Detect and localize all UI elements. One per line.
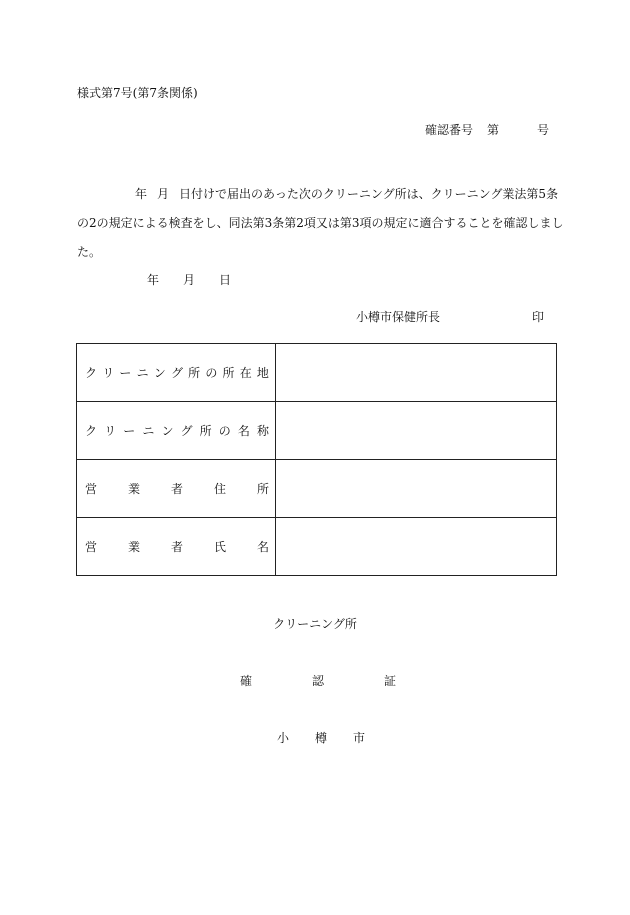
table-row-label [77,344,276,402]
certificate-title-char-3: 証 [384,674,397,688]
body-year: 年 [135,187,148,201]
table-row-value[interactable] [276,344,557,402]
confirmation-number [425,121,549,138]
certificate-title-char-2: 認 [312,674,325,688]
confirmation-number-suffix: 号 [537,123,550,137]
seal-mark: 印 [532,310,545,324]
table-row-label-text: ク リ ー ニ ン グ 所 の 所 在 地 [85,366,269,380]
table-row [77,402,557,460]
table-row [77,344,557,402]
table-row-label [77,460,276,518]
table-row [77,460,557,518]
certificate-title-line-2 [240,672,396,689]
certificate-title-line-1: クリーニング所 [273,617,357,631]
table-row-label [77,402,276,460]
body-line-1-text: 日付けで届出のあった次のクリーニング所は、クリーニング業法第5条 [179,187,559,201]
certificate-title-char-1: 確 [240,674,253,688]
info-table [76,343,557,576]
table-row-value[interactable] [276,518,557,576]
table-row-value[interactable] [276,402,557,460]
body-month: 月 [157,187,170,201]
body-paragraph [77,180,564,267]
confirmation-number-label: 確認番号 [425,123,474,137]
form-number: 様式第7号(第7条関係) [77,86,198,100]
table-row-label [77,518,276,576]
issuer-city-char-2: 樽 [315,731,328,745]
table-row [77,518,557,576]
table-row-label-text: 営 業 者 住 所 [85,482,269,496]
issue-date-year: 年 [147,273,160,287]
issue-date-day: 日 [219,273,232,287]
table-row-label-text: ク リ ー ニ ン グ 所 の 名 称 [85,424,269,438]
issuer-title: 小樽市保健所長 [356,310,441,324]
issuer-city-char-3: 市 [353,731,366,745]
issue-date-month: 月 [183,273,196,287]
body-line-3: た。 [77,245,102,259]
table-row-value[interactable] [276,460,557,518]
table-row-label-text: 営 業 者 氏 名 [85,540,269,554]
body-line-1 [77,180,557,209]
issue-date [147,271,231,288]
body-line-2: の2の規定による検査をし、同法第3条第2項又は第3項の規定に適合することを確認しまし [77,216,564,230]
confirmation-number-prefix: 第 [487,123,500,137]
issuer-city-char-1: 小 [277,731,290,745]
issuer-city [277,729,365,746]
